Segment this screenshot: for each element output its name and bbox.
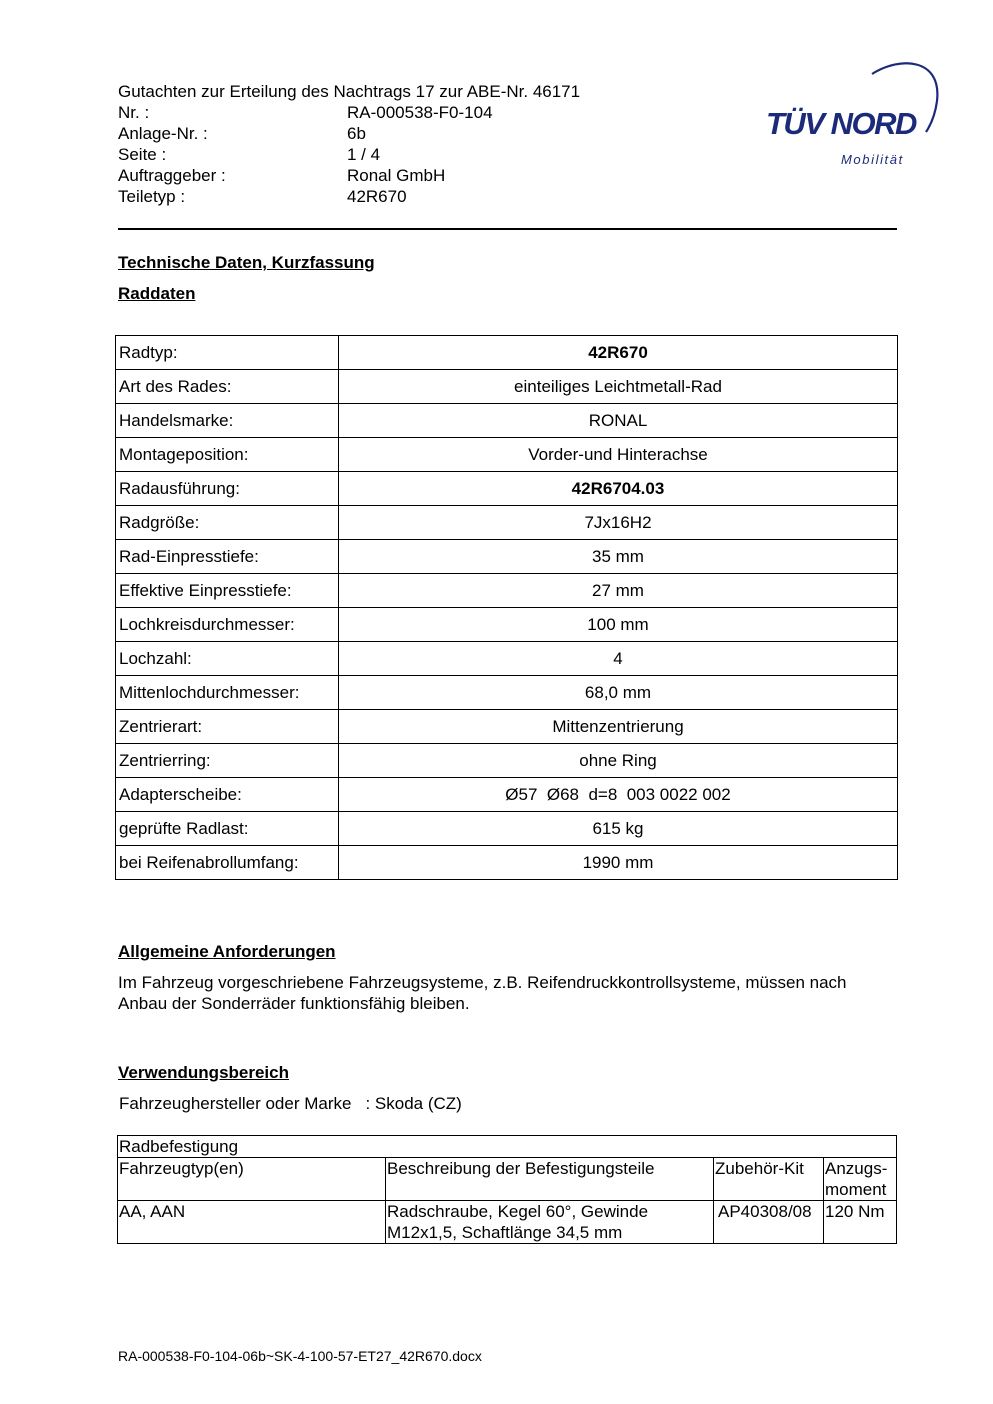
wheel-data-label: Radgröße: [116,506,339,540]
header-field-anlage [118,123,618,144]
wheel-data-label: Lochkreisdurchmesser: [116,608,339,642]
report-title: Gutachten zur Erteilung des Nachtrags 17 zur ABE-Nr. 46171 [118,82,581,101]
header-value: Ronal GmbH [347,166,446,185]
wheel-data-value: einteiliges Leichtmetall-Rad [339,370,898,404]
wheel-data-label: Effektive Einpresstiefe: [116,574,339,608]
header-value: 42R670 [347,187,407,206]
section-usage-heading: Verwendungsbereich [118,1063,289,1082]
header-key: Anlage-Nr. : [118,124,208,143]
mount-header-vehicle-type: Fahrzeugtyp(en) [118,1158,386,1201]
wheel-data-value: Ø57 Ø68 d=8 003 0022 002 [339,778,898,812]
table-row [116,812,898,846]
wheel-data-label: Mittenlochdurchmesser: [116,676,339,710]
table-row [116,846,898,880]
wheel-data-value: 615 kg [339,812,898,846]
wheel-data-value: 68,0 mm [339,676,898,710]
wheel-data-label: Art des Rades: [116,370,339,404]
wheel-data-label: Radausführung: [116,472,339,506]
wheel-data-body [116,336,898,880]
mount-cell-vehicle-type: AA, AAN [118,1201,386,1244]
table-row [116,574,898,608]
header-value: 6b [347,124,366,143]
wheel-data-value: Mittenzentrierung [339,710,898,744]
header-field-seite [118,144,618,165]
wheel-data-label: Montageposition: [116,438,339,472]
header-field-auftraggeber [118,165,618,186]
wheel-data-value: 42R6704.03 [339,472,898,506]
table-row [116,642,898,676]
table-row [116,438,898,472]
header-key: Seite : [118,145,167,164]
wheel-data-label: Lochzahl: [116,642,339,676]
wheel-data-label: geprüfte Radlast: [116,812,339,846]
wheel-data-label: Zentrierart: [116,710,339,744]
wheel-data-value: 100 mm [339,608,898,642]
manufacturer-value: Skoda (CZ) [374,1094,462,1113]
table-row [116,472,898,506]
wheel-data-value: 35 mm [339,540,898,574]
table-row [116,540,898,574]
header-field-nr [118,102,618,123]
logo-subtitle: Mobilität [841,152,904,167]
header-value: 1 / 4 [347,145,381,164]
wheel-data-label: Zentrierring: [116,744,339,778]
wheel-data-label: Handelsmarke: [116,404,339,438]
wheel-data-label: bei Reifenabrollumfang: [116,846,339,880]
table-row [116,370,898,404]
general-requirements-text: Im Fahrzeug vorgeschriebene Fahrzeugsysteme, z.B. Reifendruckkontrollsysteme, müssen nach Anbau der Sonderräder funktionsfähig bleiben. [118,973,847,1013]
section-technical-heading: Technische Daten, Kurzfassung [118,253,375,272]
wheel-data-label: Rad-Einpresstiefe: [116,540,339,574]
manufacturer-separator: : [365,1094,371,1113]
table-row [116,404,898,438]
wheel-data-value: Vorder-und Hinterachse [339,438,898,472]
manufacturer-line [119,1093,462,1114]
table-row [116,710,898,744]
wheel-data-value: ohne Ring [339,744,898,778]
wheel-data-table [115,335,898,880]
footer-filename: RA-000538-F0-104-06b~SK-4-100-57-ET27_42R670.docx [118,1348,482,1364]
wheel-data-value: 42R670 [339,336,898,370]
mount-cell-description: Radschraube, Kegel 60°, Gewinde M12x1,5, Schaftlänge 34,5 mm [386,1201,714,1244]
table-row [116,778,898,812]
mount-cell-torque: 120 Nm [824,1201,897,1244]
header-key: Nr. : [118,103,150,122]
header-key: Teiletyp : [118,187,186,206]
wheel-data-value: RONAL [339,404,898,438]
header-value: RA-000538-F0-104 [347,103,493,122]
wheel-data-value: 27 mm [339,574,898,608]
table-row [116,744,898,778]
manufacturer-label: Fahrzeughersteller oder Marke [119,1094,352,1113]
mount-cell-kit: AP40308/08 [714,1201,824,1244]
logo-wordmark: TÜV NORD [766,106,916,141]
table-row [116,336,898,370]
table-row [118,1201,897,1244]
header-field-teiletyp [118,186,618,207]
header-divider [118,228,897,230]
wheel-data-value: 4 [339,642,898,676]
tuv-nord-logo [760,56,945,176]
section-wheel-data-heading: Raddaten [118,284,196,303]
mount-table-caption: Radbefestigung [118,1136,897,1158]
section-general-heading: Allgemeine Anforderungen [118,942,336,961]
wheel-data-label: Radtyp: [116,336,339,370]
table-row [116,506,898,540]
wheel-mounting-table [117,1135,897,1244]
wheel-data-label: Adapterscheibe: [116,778,339,812]
mount-header-torque: Anzugs- moment [824,1158,897,1201]
mount-header-kit: Zubehör-Kit [714,1158,824,1201]
wheel-data-value: 7Jx16H2 [339,506,898,540]
header-key: Auftraggeber : [118,166,226,185]
table-row [116,676,898,710]
table-row [116,608,898,642]
wheel-data-value: 1990 mm [339,846,898,880]
mount-header-description: Beschreibung der Befestigungsteile [386,1158,714,1201]
